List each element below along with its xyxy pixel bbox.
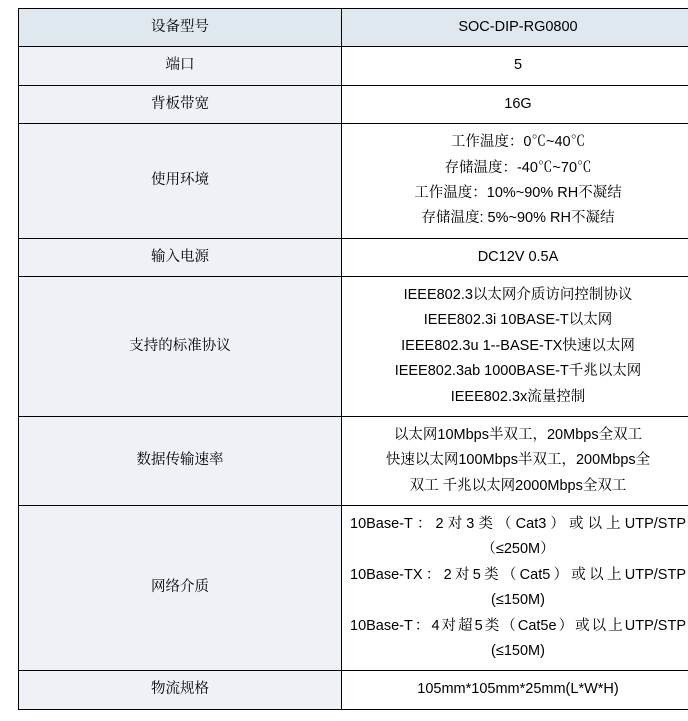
device-spec-table xyxy=(18,8,688,710)
table-row xyxy=(19,671,688,709)
table-row xyxy=(19,47,688,85)
spec-line: IEEE802.3u 1--BASE-TX快速以太网 xyxy=(401,337,635,354)
spec-line: 存储温度: 5%~90% RH不凝结 xyxy=(421,210,615,227)
table-row xyxy=(19,277,688,417)
spec-paragraph: 10Base-T：4对超5类（Cat5e）或以上UTP/STP (≤150M) xyxy=(350,617,686,659)
table-row xyxy=(19,85,688,123)
spec-label-input-power: 输入电源 xyxy=(19,238,342,276)
table-row xyxy=(19,238,688,276)
spec-line: 以太网10Mbps半双工，20Mbps全双工 xyxy=(393,426,643,443)
spec-paragraph: 10Base-TX：2对5类（Cat5）或以上UTP/STP (≤150M) xyxy=(350,566,686,609)
spec-label-logistics: 物流规格 xyxy=(19,671,342,709)
table-row xyxy=(19,506,688,671)
spec-label-environment: 使用环境 xyxy=(19,124,342,239)
spec-value-environment xyxy=(342,124,688,239)
spec-line: 快速以太网100Mbps半双工，200Mbps全 xyxy=(385,452,651,469)
spec-label-network-media: 网络介质 xyxy=(19,506,342,671)
spec-line: 存储温度：-40℃~70℃ xyxy=(444,159,592,176)
spec-value-backplane-bandwidth: 16G xyxy=(342,85,688,123)
spec-line: IEEE802.3i 10BASE-T以太网 xyxy=(423,312,613,329)
spec-label-standards: 支持的标准协议 xyxy=(19,277,342,417)
spec-label-ports: 端口 xyxy=(19,47,342,85)
spec-line: 工作温度：0℃~40℃ xyxy=(450,134,586,151)
spec-label-model: 设备型号 xyxy=(19,9,342,47)
table-row-header xyxy=(19,9,688,47)
spec-line: IEEE802.3以太网介质访问控制协议 xyxy=(403,287,633,303)
spec-value-ports: 5 xyxy=(342,47,688,85)
spec-value-data-rate xyxy=(342,416,688,505)
table-row xyxy=(19,416,688,505)
spec-table-body xyxy=(19,9,688,710)
spec-label-backplane-bandwidth: 背板带宽 xyxy=(19,85,342,123)
spec-value-network-media xyxy=(342,506,688,671)
spec-line: IEEE802.3ab 1000BASE-T千兆以太网 xyxy=(394,363,642,380)
spec-line: 工作温度：10%~90% RH不凝结 xyxy=(414,184,622,201)
spec-value-model: SOC-DIP-RG0800 xyxy=(342,9,688,47)
spec-value-logistics: 105mm*105mm*25mm(L*W*H) xyxy=(342,671,688,709)
spec-label-data-rate: 数据传输速率 xyxy=(19,416,342,505)
spec-value-input-power: DC12V 0.5A xyxy=(342,238,688,276)
spec-paragraph: 10Base-T：2对3类（Cat3）或以上UTP/STP（≤250M） xyxy=(350,516,686,558)
spec-line: IEEE802.3x流量控制 xyxy=(450,388,586,405)
spec-line: 双工 千兆以太网2000Mbps全双工 xyxy=(409,477,627,494)
spec-value-standards xyxy=(342,277,688,417)
table-row xyxy=(19,124,688,239)
